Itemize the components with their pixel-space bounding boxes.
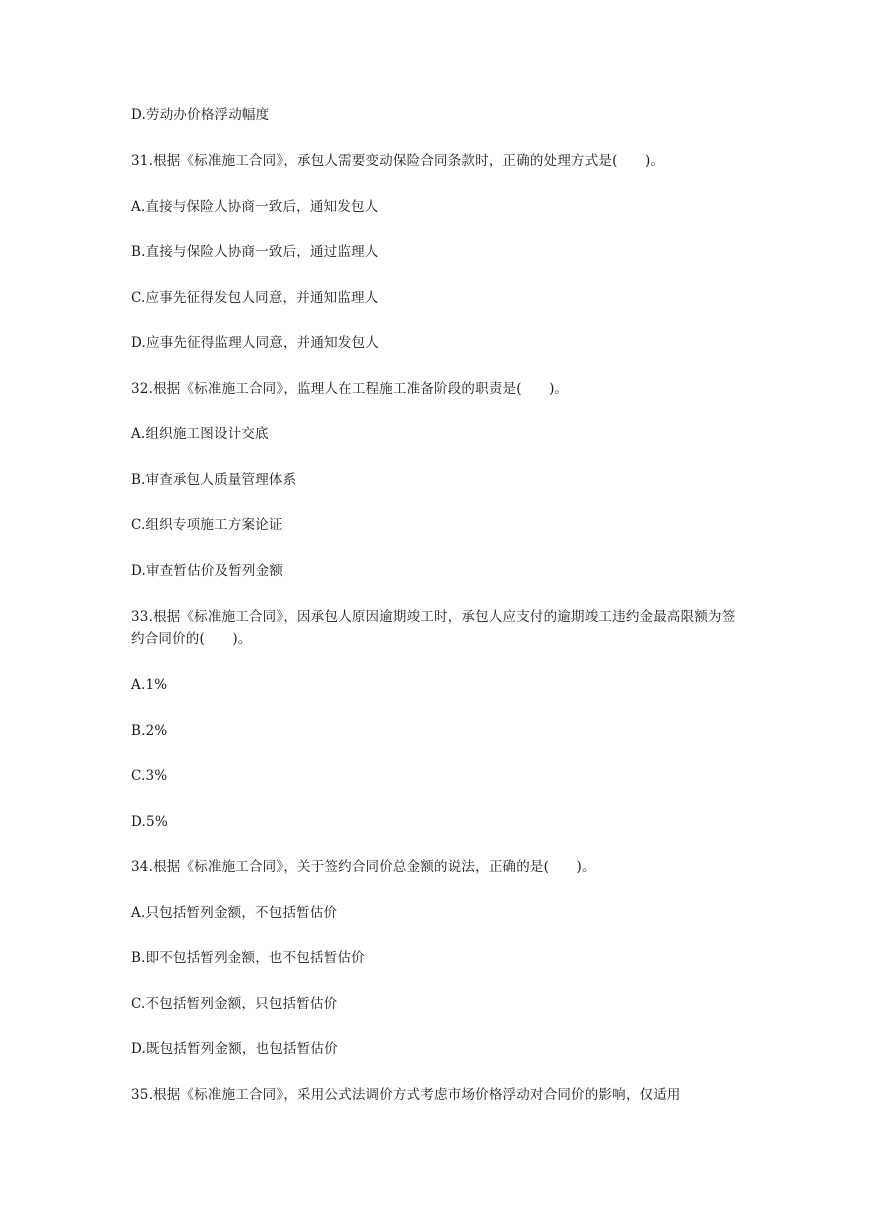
q34-option-a: A.只包括暂列金额，不包括暂估价 — [131, 905, 338, 921]
q32-option-c: C.组织专项施工方案论证 — [131, 517, 283, 533]
q33-option-d: D.5% — [131, 814, 168, 830]
q32-option-d: D.审查暂估价及暂列金额 — [131, 563, 284, 579]
q34-question: 34.根据《标准施工合同》，关于签约合同价总金额的说法，正确的是( )。 — [131, 859, 596, 875]
q31-option-a: A.直接与保险人协商一致后，通知发包人 — [131, 199, 379, 215]
q33-question: 33.根据《标准施工合同》，因承包人原因逾期竣工时，承包人应支付的逾期竣工违约金最高限额为签约合同价的( )。 — [131, 609, 736, 647]
q32-option-a: A.组织施工图设计交底 — [131, 426, 269, 442]
q33-option-b: B.2% — [131, 723, 168, 739]
q33-option-c: C.3% — [131, 768, 168, 784]
q34-option-c: C.不包括暂列金额，只包括暂估价 — [131, 996, 338, 1012]
q31-option-c: C.应事先征得发包人同意，并通知监理人 — [131, 290, 379, 306]
q31-option-b: B.直接与保险人协商一致后，通过监理人 — [131, 244, 379, 260]
q33-option-a: A.1% — [131, 677, 168, 693]
q35-question: 35.根据《标准施工合同》，采用公式法调价方式考虑市场价格浮动对合同价的影响，仅适用 — [131, 1087, 681, 1103]
q31-question: 31.根据《标准施工合同》，承包人需要变动保险合同条款时，正确的处理方式是( )。 — [131, 153, 665, 169]
q31-option-d: D.应事先征得监理人同意，并通知发包人 — [131, 335, 379, 351]
q34-option-d: D.既包括暂列金额，也包括暂估价 — [131, 1041, 338, 1057]
q32-question: 32.根据《标准施工合同》，监理人在工程施工准备阶段的职责是( )。 — [131, 381, 569, 397]
q30-option-d: D.劳动办价格浮动幅度 — [131, 107, 270, 123]
q32-option-b: B.审查承包人质量管理体系 — [131, 472, 297, 488]
q34-option-b: B.即不包括暂列金额，也不包括暂估价 — [131, 950, 365, 966]
